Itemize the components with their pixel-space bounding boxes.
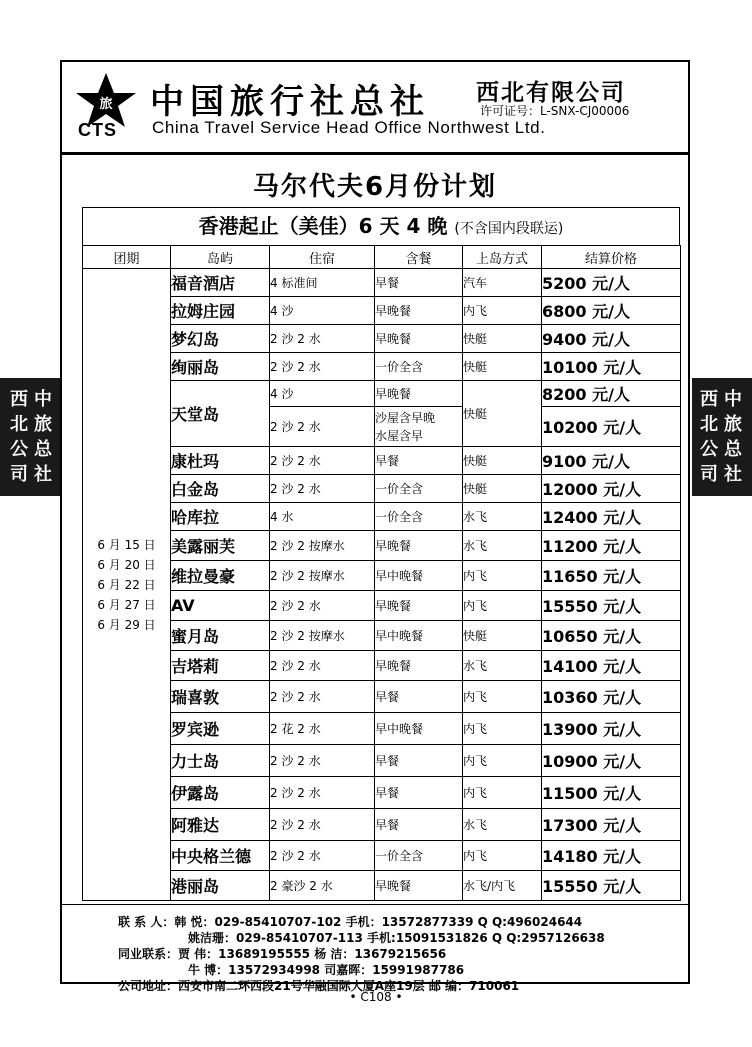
island-name: 白金岛 xyxy=(171,475,270,503)
transfer-mode: 快艇 xyxy=(463,447,542,475)
date-item: 6 月 29 日 xyxy=(97,617,156,632)
meal-plan: 早餐 xyxy=(375,745,463,777)
transfer-mode: 内飞 xyxy=(463,745,542,777)
transfer-mode: 汽车 xyxy=(463,269,542,297)
price: 13900 元/人 xyxy=(542,713,681,745)
meal-plan: 早餐 xyxy=(375,809,463,841)
island-name: 福音酒店 xyxy=(171,269,270,297)
island-name: 伊露岛 xyxy=(171,777,270,809)
price: 10200 元/人 xyxy=(542,407,681,447)
table-row xyxy=(83,325,681,353)
meal-plan: 早晚餐 xyxy=(375,651,463,681)
col-header: 结算价格 xyxy=(542,246,681,269)
meal-plan xyxy=(375,407,463,447)
transfer-mode: 内飞 xyxy=(463,297,542,325)
side-char: 司 xyxy=(700,464,718,485)
island-name: 天堂岛 xyxy=(171,381,270,447)
price-table xyxy=(82,245,681,901)
transfer-mode: 水飞 xyxy=(463,651,542,681)
price: 15550 元/人 xyxy=(542,591,681,621)
table-row xyxy=(83,503,681,531)
route-note: (不含国内段联运) xyxy=(454,221,564,237)
company-header xyxy=(62,62,688,155)
table-header-row xyxy=(83,246,681,269)
company-name-cn: 中国旅行社总社 xyxy=(150,82,430,122)
room-type: 2 沙 2 按摩水 xyxy=(270,531,375,561)
transfer-mode: 内飞 xyxy=(463,681,542,713)
transfer-mode: 水飞 xyxy=(463,531,542,561)
date-item: 6 月 15 日 xyxy=(97,537,156,552)
table-row xyxy=(83,269,681,297)
table-row xyxy=(83,621,681,651)
meal-plan: 早晚餐 xyxy=(375,381,463,407)
table-row xyxy=(83,651,681,681)
price: 11650 元/人 xyxy=(542,561,681,591)
price: 17300 元/人 xyxy=(542,809,681,841)
transfer-mode: 快艇 xyxy=(463,381,542,447)
meal-plan: 早晚餐 xyxy=(375,531,463,561)
price: 15550 元/人 xyxy=(542,871,681,901)
side-char: 社 xyxy=(724,464,742,485)
price: 14180 元/人 xyxy=(542,841,681,871)
table-row xyxy=(83,713,681,745)
table-row xyxy=(83,871,681,901)
meal-plan: 一价全含 xyxy=(375,475,463,503)
price: 11200 元/人 xyxy=(542,531,681,561)
price: 10900 元/人 xyxy=(542,745,681,777)
meal-plan: 早晚餐 xyxy=(375,591,463,621)
meal-plan: 一价全含 xyxy=(375,353,463,381)
island-name: 吉塔莉 xyxy=(171,651,270,681)
transfer-mode: 水飞 xyxy=(463,503,542,531)
side-char: 公 xyxy=(10,439,28,460)
license-number: 许可证号：L-SNX-CJ00006 xyxy=(480,104,630,118)
meal-plan: 早中晚餐 xyxy=(375,713,463,745)
transfer-mode: 快艇 xyxy=(463,621,542,651)
contact-line: 公司地址：西安市南二环西段21号华融国际大厦A座19层 邮 编：710061 xyxy=(118,979,520,993)
table-row xyxy=(83,381,681,407)
meal-plan: 一价全含 xyxy=(375,503,463,531)
island-name: 绚丽岛 xyxy=(171,353,270,381)
transfer-mode: 水飞 xyxy=(463,809,542,841)
price: 11500 元/人 xyxy=(542,777,681,809)
col-header: 含餐 xyxy=(375,246,463,269)
room-type: 2 沙 2 水 xyxy=(270,407,375,447)
transfer-mode: 快艇 xyxy=(463,475,542,503)
route-title-text: 香港起止（美佳）6 天 4 晚 xyxy=(198,214,448,238)
room-type: 2 沙 2 水 xyxy=(270,841,375,871)
side-char: 公 xyxy=(700,439,718,460)
price: 5200 元/人 xyxy=(542,269,681,297)
table-row xyxy=(83,475,681,503)
price: 9100 元/人 xyxy=(542,447,681,475)
table-row xyxy=(83,809,681,841)
meal-plan: 早晚餐 xyxy=(375,325,463,353)
side-char: 旅 xyxy=(724,414,742,435)
table-row xyxy=(83,681,681,713)
price: 9400 元/人 xyxy=(542,325,681,353)
island-name: 力士岛 xyxy=(171,745,270,777)
col-header: 住宿 xyxy=(270,246,375,269)
meal-plan-line: 沙屋含早晚 xyxy=(375,410,436,425)
plan-title: 马尔代夫6月份计划 xyxy=(252,172,498,202)
transfer-mode: 内飞 xyxy=(463,713,542,745)
table-row xyxy=(83,591,681,621)
transfer-mode: 水飞/内飞 xyxy=(463,871,542,901)
side-char: 总 xyxy=(34,439,52,460)
table-row xyxy=(83,297,681,325)
island-name: 蜜月岛 xyxy=(171,621,270,651)
transfer-mode: 快艇 xyxy=(463,325,542,353)
island-name: 港丽岛 xyxy=(171,871,270,901)
island-name: 瑞喜敦 xyxy=(171,681,270,713)
room-type: 2 沙 2 按摩水 xyxy=(270,621,375,651)
branch-name-cn: 西北有限公司 xyxy=(476,80,626,106)
transfer-mode: 内飞 xyxy=(463,841,542,871)
room-type: 2 沙 2 水 xyxy=(270,745,375,777)
meal-plan: 早晚餐 xyxy=(375,297,463,325)
island-name: 梦幻岛 xyxy=(171,325,270,353)
price: 12000 元/人 xyxy=(542,475,681,503)
room-type: 2 沙 2 水 xyxy=(270,475,375,503)
side-char: 北 xyxy=(10,414,28,435)
island-name: 中央格兰德 xyxy=(171,841,270,871)
price: 14100 元/人 xyxy=(542,651,681,681)
contact-line: 联 系 人：韩 悦：029-85410707-102 手机：13572877339 Q Q:496024644 xyxy=(118,915,583,929)
room-type: 2 沙 2 按摩水 xyxy=(270,561,375,591)
meal-plan: 早餐 xyxy=(375,447,463,475)
side-tab-left xyxy=(0,378,60,496)
meal-plan-line: 水屋含早 xyxy=(375,428,424,443)
meal-plan: 早餐 xyxy=(375,269,463,297)
table-row xyxy=(83,447,681,475)
island-name: 维拉曼豪 xyxy=(171,561,270,591)
room-type: 2 沙 2 水 xyxy=(270,651,375,681)
room-type: 2 沙 2 水 xyxy=(270,325,375,353)
island-name: 阿雅达 xyxy=(171,809,270,841)
room-type: 4 沙 xyxy=(270,297,375,325)
side-char: 西 xyxy=(700,389,718,410)
meal-plan: 早餐 xyxy=(375,681,463,713)
room-type: 2 沙 2 水 xyxy=(270,809,375,841)
room-type: 4 沙 xyxy=(270,381,375,407)
price: 10360 元/人 xyxy=(542,681,681,713)
meal-plan: 早中晚餐 xyxy=(375,621,463,651)
departure-dates xyxy=(83,269,171,901)
svg-text:旅: 旅 xyxy=(99,97,113,112)
transfer-mode: 快艇 xyxy=(463,353,542,381)
transfer-mode: 内飞 xyxy=(463,591,542,621)
col-header: 岛屿 xyxy=(171,246,270,269)
price: 10650 元/人 xyxy=(542,621,681,651)
meal-plan: 一价全含 xyxy=(375,841,463,871)
contact-info xyxy=(62,904,688,993)
meal-plan: 早晚餐 xyxy=(375,871,463,901)
transfer-mode: 内飞 xyxy=(463,777,542,809)
island-name: AV xyxy=(171,591,270,621)
table-row xyxy=(83,777,681,809)
side-char: 中 xyxy=(34,389,52,410)
side-char: 北 xyxy=(700,414,718,435)
room-type: 4 水 xyxy=(270,503,375,531)
room-type: 2 豪沙 2 水 xyxy=(270,871,375,901)
side-char: 西 xyxy=(10,389,28,410)
side-char: 旅 xyxy=(34,414,52,435)
side-char: 总 xyxy=(724,439,742,460)
date-item: 6 月 20 日 xyxy=(97,557,156,572)
table-row xyxy=(83,745,681,777)
side-char: 中 xyxy=(724,389,742,410)
transfer-mode: 内飞 xyxy=(463,561,542,591)
table-row xyxy=(83,353,681,381)
meal-plan: 早中晚餐 xyxy=(375,561,463,591)
room-type: 2 花 2 水 xyxy=(270,713,375,745)
date-item: 6 月 22 日 xyxy=(97,577,156,592)
table-row xyxy=(83,841,681,871)
island-name: 美露丽芙 xyxy=(171,531,270,561)
side-tab-right xyxy=(692,378,752,496)
room-type: 2 沙 2 水 xyxy=(270,777,375,809)
price: 10100 元/人 xyxy=(542,353,681,381)
page-number: • C108 • xyxy=(349,990,403,1004)
side-char: 司 xyxy=(10,464,28,485)
room-type: 4 标准间 xyxy=(270,269,375,297)
meal-plan: 早餐 xyxy=(375,777,463,809)
contact-line: 同业联系：贾 伟：13689195555 杨 洁：13679215656 xyxy=(118,947,447,961)
island-name: 罗宾逊 xyxy=(171,713,270,745)
room-type: 2 沙 2 水 xyxy=(270,681,375,713)
room-type: 2 沙 2 水 xyxy=(270,591,375,621)
room-type: 2 沙 2 水 xyxy=(270,353,375,381)
island-name: 哈库拉 xyxy=(171,503,270,531)
company-name-en: China Travel Service Head Office Northwest Ltd. xyxy=(152,118,546,137)
col-header: 上岛方式 xyxy=(463,246,542,269)
contact-line: 牛 博：13572934998 司嘉晖：15991987786 xyxy=(188,963,465,977)
contact-line: 姚洁珊：029-85410707-113 手机:15091531826 Q Q:2957126638 xyxy=(188,931,605,945)
cts-abbrev: CTS xyxy=(78,120,117,140)
price: 8200 元/人 xyxy=(542,381,681,407)
price: 12400 元/人 xyxy=(542,503,681,531)
col-header: 团期 xyxy=(83,246,171,269)
date-item: 6 月 27 日 xyxy=(97,597,156,612)
route-title xyxy=(82,207,680,245)
table-row xyxy=(83,531,681,561)
island-name: 拉姆庄园 xyxy=(171,297,270,325)
island-name: 康杜玛 xyxy=(171,447,270,475)
price: 6800 元/人 xyxy=(542,297,681,325)
table-row xyxy=(83,561,681,591)
room-type: 2 沙 2 水 xyxy=(270,447,375,475)
brochure-frame xyxy=(60,60,690,993)
side-char: 社 xyxy=(34,464,52,485)
